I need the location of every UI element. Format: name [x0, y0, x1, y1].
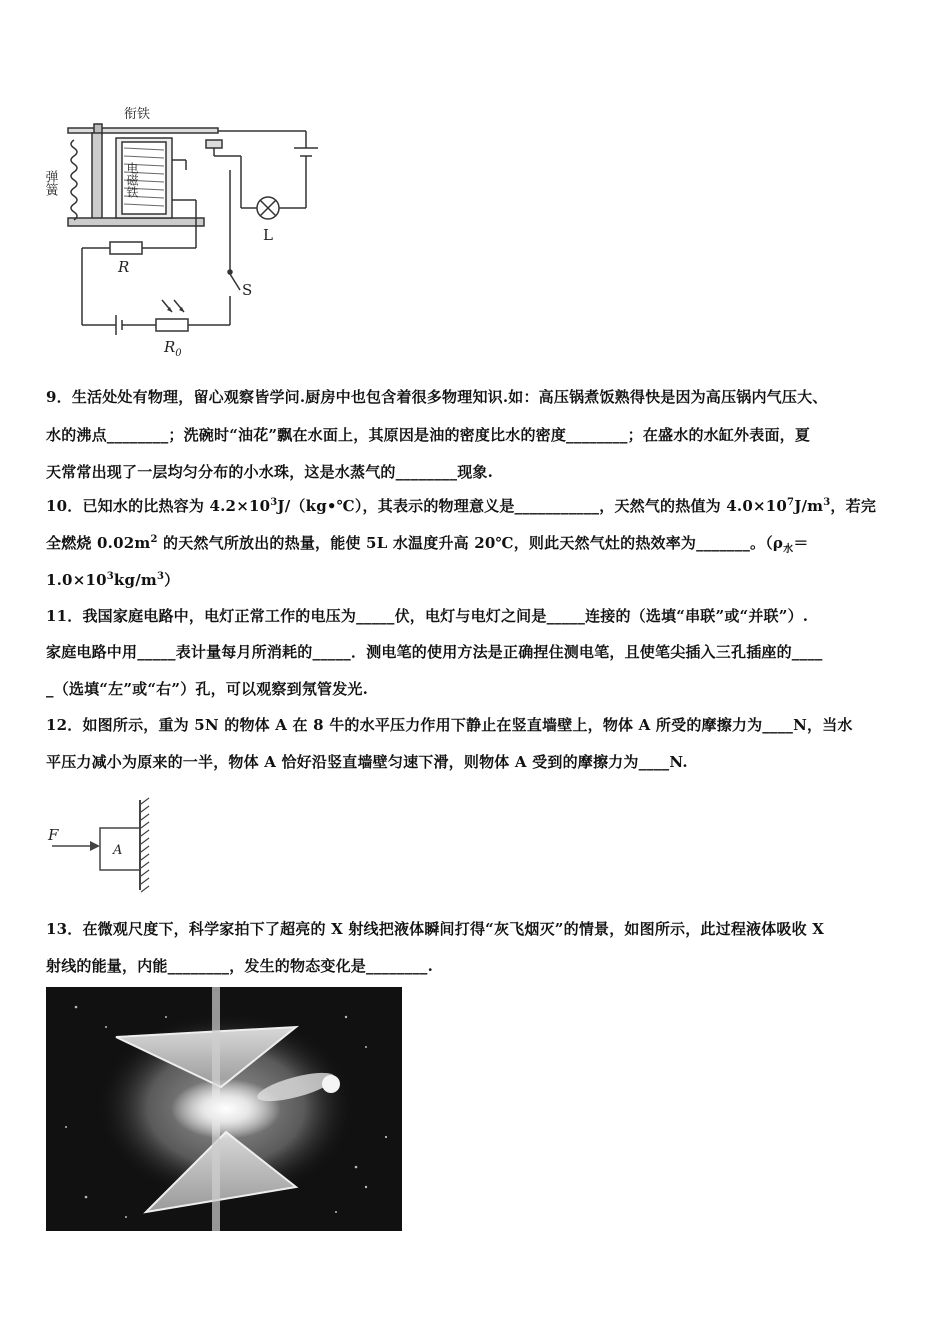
block-label: A: [113, 843, 123, 858]
force-label: F: [48, 826, 59, 844]
armature-label: 衔铁: [124, 107, 151, 122]
spring-label: 弹簧: [42, 170, 58, 196]
q10-l1-d: ，若完: [830, 497, 877, 515]
q10-line-3: [46, 569, 912, 590]
q10-l3-sup2: 3: [156, 571, 165, 582]
q9-line-1: 9．生活处处有物理，留心观察皆学问.厨房中也包含着很多物理知识.如：高压锅煮饭熟得快是因为高压锅内气压大、: [46, 388, 828, 406]
switch-label: S: [242, 281, 253, 299]
q11-line-1: 11．我国家庭电路中，电灯正常工作的电压为_____伏，电灯与电灯之间是_____连接的（选填“串联”或“并联”）.: [46, 607, 809, 625]
q10-l1-c: J/m: [794, 497, 824, 515]
q9-line-3: 天常常出现了一层均匀分布的小水珠，这是水蒸气的________现象.: [46, 463, 494, 481]
q13-line-2: 射线的能量，内能________，发生的物态变化是________.: [46, 957, 434, 975]
q11-line-2: 家庭电路中用_____表计量每月所消耗的_____．测电笔的使用方法是正确捏住测电笔，且使笔尖插入三孔插座的____: [46, 643, 823, 661]
q10-l1-b: J/（kg•℃），其表示的物理意义是___________，天然气的热值为 4.0×10: [277, 497, 788, 515]
q10-l2-c: ＝: [793, 534, 809, 552]
q12-line-2: 平压力减小为原来的一半，物体 A 恰好沿竖直墙壁匀速下滑，则物体 A 受到的摩擦力为____N.: [46, 753, 688, 771]
q10-l2-b: 的天然气所放出的热量，能使 5L 水温度升高 20℃，则此天然气灶的热效率为_______。（ρ: [157, 534, 784, 552]
q10-l1-a: 10．已知水的比热容为 4.2×10: [46, 497, 271, 515]
q10-line-2: [46, 532, 912, 555]
resistor-label: R: [118, 258, 130, 276]
q10-line-1: [46, 495, 912, 516]
q12-line-1: 12．如图所示，重为 5N 的物体 A 在 8 牛的水平压力作用下静止在竖直墙壁上，物体 A 所受的摩擦力为____N，当水: [46, 716, 853, 734]
q9-line-2: 水的沸点________；洗碗时“油花”飘在水面上，其原因是油的密度比水的密度________；在盛水的水缸外表面，夏: [46, 426, 811, 444]
ldr-light-arrow-icons: [167, 307, 184, 312]
q10-l1-sup3: 3: [823, 497, 831, 508]
ldr-label-sub: 0: [175, 348, 182, 359]
q10-l3-b: kg/m: [113, 571, 157, 589]
lamp-label: L: [263, 226, 273, 244]
q10-l2-sub: 水: [783, 544, 794, 555]
q10-l3-sup1: 3: [106, 571, 114, 582]
q10-l3-c: ）: [164, 571, 180, 589]
q10-l1-sup1: 3: [270, 497, 278, 508]
wall-force-diagram: [44, 798, 164, 894]
electromagnet-label: 电磁铁: [125, 162, 139, 198]
q13-line-1: 13．在微观尺度下，科学家拍下了超亮的 X 射线把液体瞬间打得“灰飞烟灭”的情景，如图所示，此过程液体吸收 X: [46, 920, 825, 938]
q10-l1-sup2: 7: [787, 497, 795, 508]
q10-l3-a: 1.0×10: [46, 571, 107, 589]
ldr-label-main: R: [164, 338, 176, 356]
force-arrow-icon: [90, 841, 100, 851]
q10-l2-a: 全燃烧 0.02m: [46, 534, 151, 552]
xray-liquid-photo: [46, 987, 402, 1231]
q11-line-3: _（选填“左”或“右”）孔，可以观察到氖管发光.: [46, 680, 369, 698]
q10-l2-sup: 2: [150, 534, 158, 545]
ldr-label: [163, 338, 182, 359]
relay-circuit-diagram: [42, 100, 326, 360]
